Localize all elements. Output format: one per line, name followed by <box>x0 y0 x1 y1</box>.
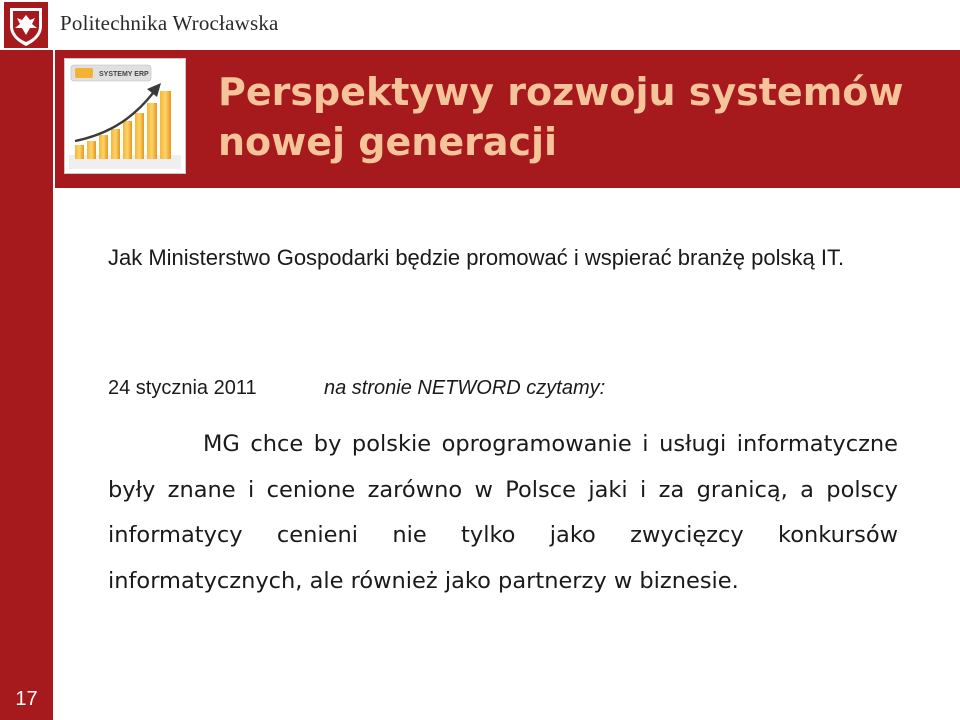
university-name: Politechnika Wrocławska <box>60 11 279 35</box>
slide-number: 17 <box>15 688 38 710</box>
quoted-paragraph: MG chce by polskie oprogramowanie i usługi informatyczne były znane i cenione zarówno w Polsce jaki i za granicą, a polscy informatycy cenieni nie tylko jako zwycięzcy konkursów informatycznych, ale również jako partnerzy w biznesie. <box>108 431 898 594</box>
left-accent-band <box>0 50 53 720</box>
source-line <box>108 373 908 403</box>
slide-title: Perspektywy rozwoju systemów nowej generacji <box>218 70 904 164</box>
logo-caption: SYSTEMY ERP <box>99 71 149 78</box>
header-bar <box>0 0 960 50</box>
university-crest-icon <box>4 2 48 48</box>
erp-logo <box>64 58 186 174</box>
erp-growth-chart-icon <box>65 59 185 173</box>
slide-subtitle: Jak Ministerstwo Gospodarki będzie promować i wspierać branżę polską IT. <box>108 245 845 270</box>
source-note: na stronie NETWORD czytamy: <box>324 377 606 399</box>
publication-date: 24 stycznia 2011 <box>108 377 257 399</box>
